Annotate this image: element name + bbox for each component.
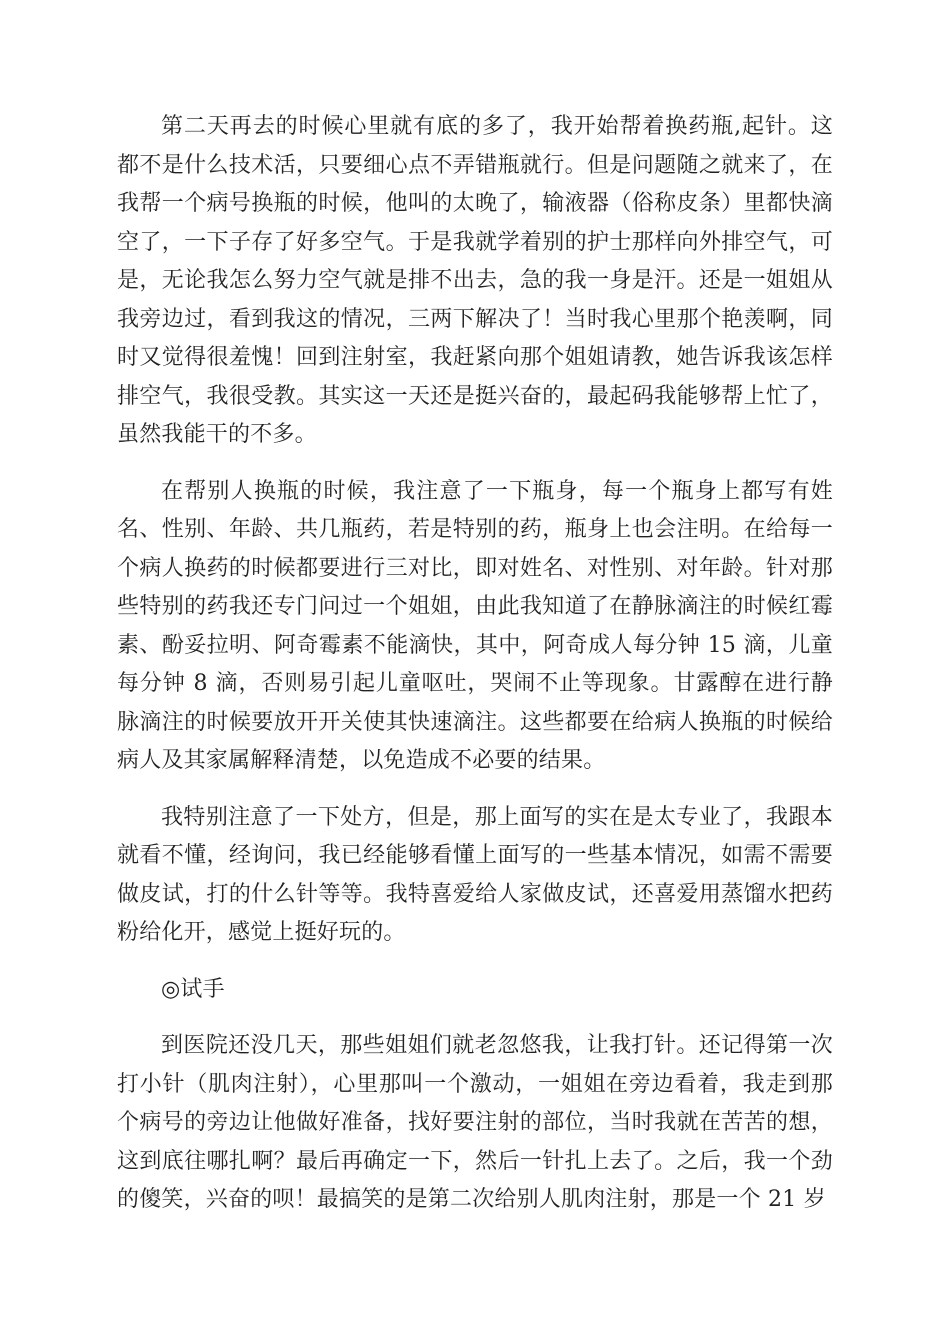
- paragraph-1: 第二天再去的时候心里就有底的多了，我开始帮着换药瓶,起针。这都不是什么技术活，只要细心点不弄错瓶就行。但是问题随之就来了，在我帮一个病号换瓶的时候，他叫的太晚了，输液器（俗称皮条）里都快滴空了，一下子存了好多空气。于是我就学着别的护士那样向外排空气，可是，无论我怎么努力空气就是排不出去，急的我一身是汗。还是一姐姐从我旁边过，看到我这的情况，三两下解决了！当时我心里那个艳羡啊，同时又觉得很羞愧！回到注射室，我赶紧向那个姐姐请教，她告诉我该怎样排空气，我很受教。其实这一天还是挺兴奋的，最起码我能够帮上忙了，虽然我能干的不多。: [117, 114, 833, 447]
- paragraph-2: 在帮别人换瓶的时候，我注意了一下瓶身，每一个瓶身上都写有姓名、性别、年龄、共几瓶药，若是特别的药，瓶身上也会注明。在给每一个病人换药的时候都要进行三对比，即对姓名、对性别、对年龄。针对那些特别的药我还专门问过一个姐姐，由此我知道了在静脉滴注的时候红霉素、酚妥拉明、阿奇霉素不能滴快，其中，阿奇成人每分钟 15 滴，儿童每分钟 8 滴，否则易引起儿童呕吐，哭闹不止等现象。甘露醇在进行静脉滴注的时候要放开开关使其快速滴注。这些都要在给病人换瓶的时候给病人及其家属解释清楚，以免造成不必要的结果。: [117, 478, 833, 773]
- document-body: [117, 108, 833, 1238]
- section-heading: ◎试手: [161, 976, 225, 1002]
- paragraph-3: 我特别注意了一下处方，但是，那上面写的实在是太专业了，我跟本就看不懂，经询问，我已经能够看懂上面写的一些基本情况，如需不需要做皮试，打的什么针等等。我特喜爱给人家做皮试，还喜爱用蒸馏水把药粉给化开，感觉上挺好玩的。: [117, 804, 833, 945]
- paragraph-4: 到医院还没几天，那些姐姐们就老忽悠我，让我打针。还记得第一次打小针（肌肉注射），心里那叫一个激动，一姐姐在旁边看着，我走到那个病号的旁边让他做好准备，找好要注射的部位，当时我就在苦苦的想，这到底往哪扎啊？最后再确定一下，然后一针扎上去了。之后，我一个劲的傻笑，兴奋的呗！最搞笑的是第二次给别人肌肉注射，那是一个 21 岁: [117, 1033, 833, 1212]
